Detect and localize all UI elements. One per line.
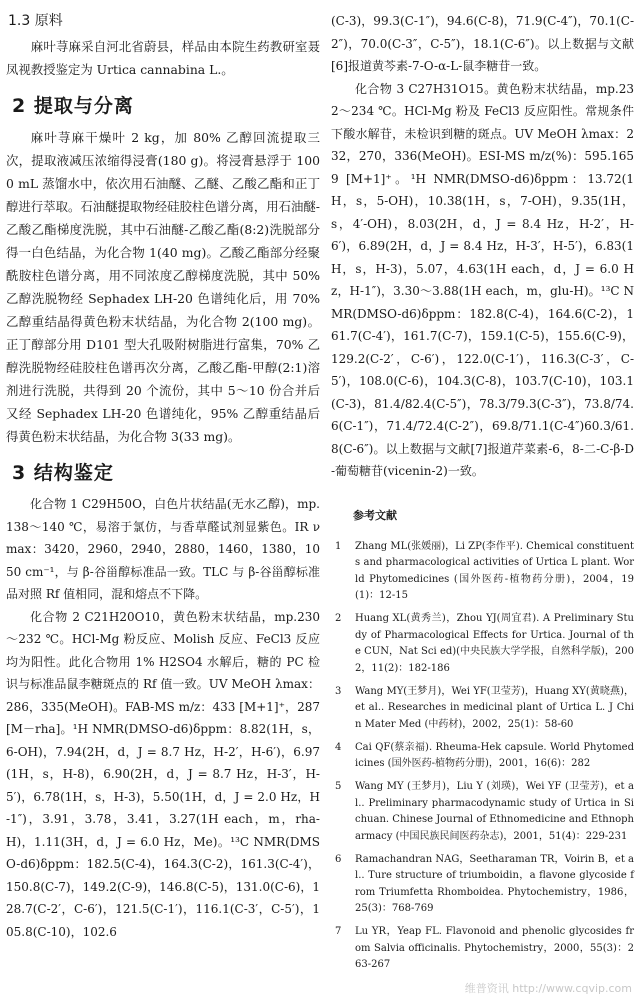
watermark: 维普资讯 http://www.cqvip.com	[464, 982, 632, 995]
reference-item	[331, 684, 634, 734]
reference-item	[331, 924, 634, 974]
compound-2-text: 化合物 2 C21H20O10，黄色粉末状结晶，mp.230～232 ℃。HCl-Mg 粉反应、Molish 反应、FeCl3 反应均为阳性。此化合物用 1% H2SO4 水解后，糖的 PC 检识与标准品鼠李糖斑点的 Rf 值一致。UV MeOH λmax：286，335(MeOH)。FAB-MS m/z：433 [M+1]⁺，287 [M－rha]。¹H NMR(DMSO-d6)δppm：8.82(1H，s，6-OH)，7.94(2H，d，J = 8.7 Hz，H-2′，H-6′)，6.97(1H，s，H-8)，6.90(2H，d，J = 8.7 Hz，H-3′，H-5′)，6.78(1H，s，H-3)，5.50(1H，d，J = 2.0 Hz，H-1″)，3.91，3.78，3.41，3.27(1H each，m，rha-H)，1.11(3H，d，J = 6.0 Hz，Me)。¹³C NMR(DMSO-d6)δppm：182.5(C-4)，164.3(C-2)，161.3(C-4′)，150.8(C-7)，149.2(C-9)，146.8(C-5)，131.0(C-6)，128.7(C-2′，C-6′)，121.5(C-1′)，116.1(C-3′，C-5′)，105.8(C-10)，102.6	[6, 609, 320, 939]
section-1-3-text: 麻叶荨麻采自河北省蔚县，样品由本院生药教研室聂凤视教授鉴定为 Urtica cannabina L.。	[6, 39, 320, 77]
reference-text: Ramachandran NAG，Seetharaman TR，Voirin B，et al.. Ture structure of triumboidin，a flavone glycoside from Triumfetta Rhomboidea. Phytochemistry，1986，25(3)：768-769	[355, 853, 634, 914]
reference-number: 3	[335, 685, 342, 697]
reference-text: Wang MY (王梦月)，Liu Y (刘瑛)，Wei YF (卫莹芳)，et al.. Preliminary pharmacodynamic study of Urtica in Sichuan. Chinese Journal of Ethnomedicine and Ethnopharmacy (中国民族民间医药杂志)，2001，51(4)：229-231	[355, 781, 634, 842]
reference-number: 4	[335, 741, 342, 753]
reference-text: Cai QF(蔡亲福). Rheuma-Hek capsule. World Phytomedicines (国外医药-植物药分册)，2001，16(6)：282	[355, 741, 634, 769]
reference-number: 7	[335, 926, 342, 937]
references-list	[331, 539, 634, 974]
right-column	[331, 0, 634, 980]
reference-text: Wang MY(王梦月)，Wei YF(卫莹芳)，Huang XY(黄晓燕)，et al.. Researches in medicinal plant of Urtica L. J Chin Mater Med (中药材)，2002，25(1)：58-60	[355, 685, 634, 730]
compound-1-text: 化合物 1 C29H50O，白色片状结晶(无水乙醇)，mp.138～140 ℃，易溶于氯仿，与香草醛试剂显紫色。IR νmax：3420，2960，2940，2880，1460，1380，1050 cm⁻¹，与 β-谷甾醇标准品一致。TLC 与 β-谷甾醇标准品对照 Rf 值相同，混和熔点不下降。	[6, 497, 320, 601]
reference-item	[331, 779, 634, 845]
reference-item	[331, 611, 634, 677]
reference-number: 1	[335, 540, 342, 552]
reference-number: 5	[335, 781, 342, 792]
reference-text: Lu YR，Yeap FL. Flavonoid and phenolic glycosides from Salvia officinalis. Phytochemistry，2000，55(3)：263-267	[355, 926, 634, 970]
reference-item	[331, 539, 634, 605]
reference-number: 6	[335, 853, 342, 865]
reference-text: Zhang ML(张媛丽)，Li ZP(李作平). Chemical constituents and pharmacological activities of Urtica L plant. World Phytomedicines (国外医药-植物药分册)，2004，19(1)：12-15	[355, 540, 634, 601]
reference-number: 2	[335, 613, 342, 624]
references-heading: 参考文献	[353, 508, 397, 522]
reference-text: Huang XL(黄秀兰)，Zhou YJ(周宜君). A Preliminary Study of Pharmacological Effects for Urtica. Journal of the CUN，Nat Sci ed)(中央民族大学学报，自然科学版)，2002，11(2)：182-186	[355, 613, 634, 674]
reference-item	[331, 852, 634, 918]
left-column	[6, 0, 320, 943]
section-2-heading: 2 提取与分离	[12, 95, 134, 117]
compound-3-text: 化合物 3 C27H31O15。黄色粉末状结晶，mp.232～234 ℃。HCl-Mg 粉及 FeCl3 反应阳性。常规条件下酸水解苷，未检识到糖的斑点。UV MeOH λmax：232，270，336(MeOH)。ESI-MS m/z(%)：595.1659 [M+1]⁺。¹H NMR(DMSO-d6)δppm：13.72(1H，s，5-OH)，10.38(1H，s，7-OH)，9.35(1H，s，4′-OH)，8.03(2H，d，J = 8.4 Hz，H-2′，H-6′)，6.89(2H，d，J = 8.4 Hz，H-3′，H-5′)，6.83(1H，s，H-3)，5.07，4.63(1H each，d，J = 6.0 Hz，H-1″)，3.30～3.88(1H each，m，glu-H)。¹³C NMR(DMSO-d6)δppm：182.8(C-4)，164.6(C-2)，161.7(C-4′)，161.7(C-7)，159.1(C-5)，155.6(C-9)，129.2(C-2′，C-6′)，122.0(C-1′)，116.3(C-3′，C-5′)，108.0(C-6)，104.3(C-8)，103.7(C-10)，103.1(C-3)，81.4/82.4(C-5″)，78.3/79.3(C-3″)，73.8/74.6(C-1″)，71.4/72.4(C-2″)，69.8/71.1(C-4″)60.3/61.8(C-6″)。以上数据与文献[7]报道芹菜素-6，8-二-C-β-D-葡萄糖苷(vicenin-2)一致。	[331, 81, 634, 478]
section-3-heading: 3 结构鉴定	[12, 462, 114, 484]
section-2-text: 麻叶荨麻干燥叶 2 kg，加 80% 乙醇回流提取三次，提取液减压浓缩得浸膏(180 g)。将浸膏悬浮于 1000 mL 蒸馏水中，依次用石油醚、乙醚、乙酸乙酯和正丁醇进行萃取。石油醚提取物经硅胶柱色谱分离，用石油醚-乙酸乙酯梯度洗脱，其中石油醚-乙酸乙酯(8:2)洗脱部分得一白色结晶，为化合物 1(40 mg)。乙酸乙酯部分经聚酰胺柱色谱分离，用不同浓度乙醇梯度洗脱，其中 50% 乙醇洗脱物经 Sephadex LH-20 色谱纯化后，用 70% 乙醇重结晶得黄色粉末状结晶，为化合物 2(100 mg)。正丁醇部分用 D101 型大孔吸附树脂进行富集，70% 乙醇洗脱物经硅胶柱色谱再次分离，乙酸乙酯-甲醇(2:1)溶剂进行洗脱，共得到 20 个流份，其中 5～10 份合并后又经 Sephadex LH-20 色谱纯化，95% 乙醇重结晶后得黄色粉末状结晶，为化合物 3(33 mg)。	[6, 130, 320, 444]
reference-item	[331, 740, 634, 773]
compound-2-continued: (C-3)，99.3(C-1″)，94.6(C-8)，71.9(C-4″)，70.1(C-2″)，70.0(C-3″，C-5″)，18.1(C-6″)。以上数据与文献[6]报道黄芩素-7-O-α-L-鼠李糖苷一致。	[331, 14, 634, 73]
section-1-3-heading: 1.3 原料	[8, 13, 63, 29]
